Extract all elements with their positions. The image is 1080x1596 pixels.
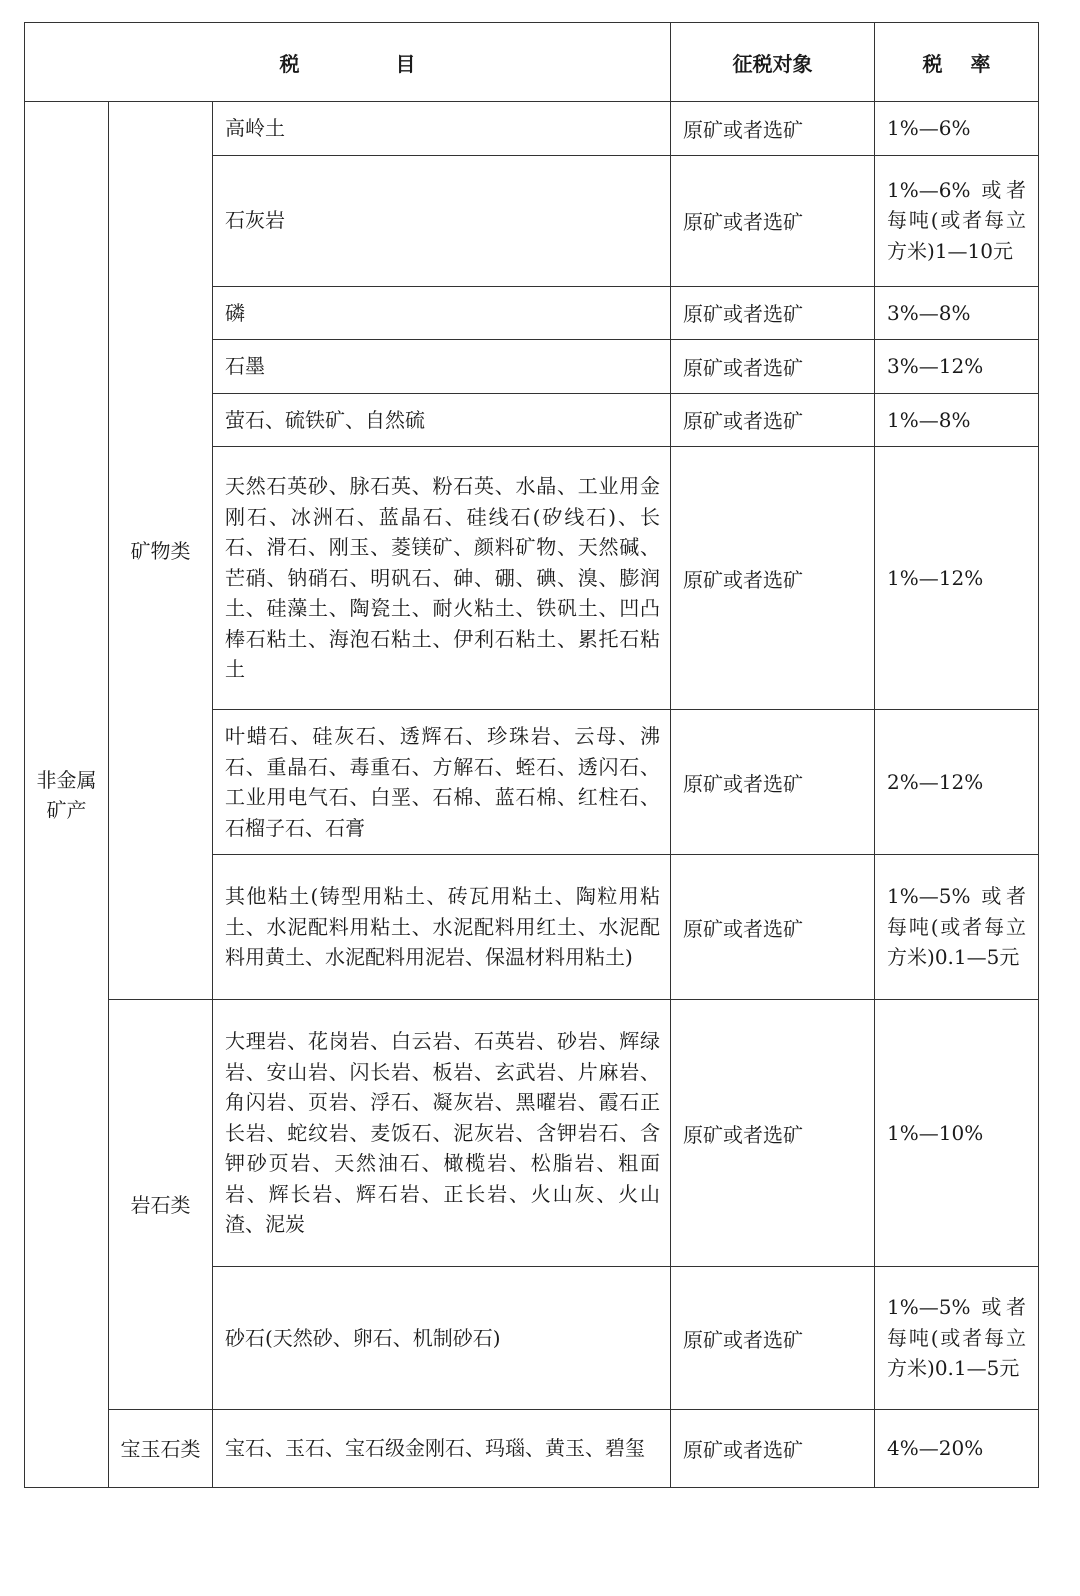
tax-rate: 1%—12% [875, 447, 1039, 710]
header-tax-rate [875, 23, 1039, 102]
tax-item: 砂石(天然砂、卵石、机制砂石) [213, 1267, 671, 1410]
tax-rate: 1%—10% [875, 1000, 1039, 1267]
tax-item: 宝石、玉石、宝石级金刚石、玛瑙、黄玉、碧玺 [213, 1410, 671, 1488]
tax-item: 石灰岩 [213, 155, 671, 286]
tax-object: 原矿或者选矿 [671, 447, 875, 710]
tax-rate: 1%—6% 或者每吨(或者每立方米)1—10元 [875, 155, 1039, 286]
tax-object: 原矿或者选矿 [671, 710, 875, 855]
header-tax-rate-char2: 率 [970, 51, 991, 76]
tax-rate: 3%—8% [875, 286, 1039, 340]
tax-item: 叶蜡石、硅灰石、透辉石、珍珠岩、云母、沸石、重晶石、毒重石、方解石、蛭石、透闪石、工业用电气石、白垩、石棉、蓝石棉、红柱石、石榴子石、石膏 [213, 710, 671, 855]
table-row [25, 1000, 1039, 1267]
tax-object: 原矿或者选矿 [671, 1410, 875, 1488]
tax-item: 磷 [213, 286, 671, 340]
category-nonmetal [25, 102, 109, 1488]
tax-object: 原矿或者选矿 [671, 286, 875, 340]
header-tax-item [25, 23, 671, 102]
table-row [25, 102, 1039, 156]
group-gems: 宝玉石类 [109, 1410, 213, 1488]
category-label-line2: 矿产 [46, 797, 87, 822]
resource-tax-table [24, 22, 1039, 1488]
tax-item: 其他粘土(铸型用粘土、砖瓦用粘土、陶粒用粘土、水泥配料用粘土、水泥配料用红土、水泥配料用黄土、水泥配料用泥岩、保温材料用粘土) [213, 855, 671, 1000]
header-row [25, 23, 1039, 102]
tax-rate: 4%—20% [875, 1410, 1039, 1488]
tax-object: 原矿或者选矿 [671, 1267, 875, 1410]
tax-object: 原矿或者选矿 [671, 855, 875, 1000]
tax-rate: 2%—12% [875, 710, 1039, 855]
tax-item: 天然石英砂、脉石英、粉石英、水晶、工业用金刚石、冰洲石、蓝晶石、硅线石(矽线石)、长石、滑石、刚玉、菱镁矿、颜料矿物、天然碱、芒硝、钠硝石、明矾石、砷、硼、碘、溴、膨润土、硅藻土、陶瓷土、耐火粘土、铁矾土、凹凸棒石粘土、海泡石粘土、伊利石粘土、累托石粘土 [213, 447, 671, 710]
tax-item: 大理岩、花岗岩、白云岩、石英岩、砂岩、辉绿岩、安山岩、闪长岩、板岩、玄武岩、片麻岩、角闪岩、页岩、浮石、凝灰岩、黑曜岩、霞石正长岩、蛇纹岩、麦饭石、泥灰岩、含钾岩石、含钾砂页岩、天然油石、橄榄岩、松脂岩、粗面岩、辉长岩、辉石岩、正长岩、火山灰、火山渣、泥炭 [213, 1000, 671, 1267]
tax-rate: 1%—6% [875, 102, 1039, 156]
tax-item: 萤石、硫铁矿、自然硫 [213, 393, 671, 447]
tax-rate: 1%—5% 或者每吨(或者每立方米)0.1—5元 [875, 1267, 1039, 1410]
header-tax-item-char2: 目 [395, 51, 416, 76]
tax-rate: 1%—5% 或者每吨(或者每立方米)0.1—5元 [875, 855, 1039, 1000]
tax-object: 原矿或者选矿 [671, 393, 875, 447]
tax-item: 石墨 [213, 340, 671, 394]
group-minerals: 矿物类 [109, 102, 213, 1000]
tax-rate: 3%—12% [875, 340, 1039, 394]
group-rocks: 岩石类 [109, 1000, 213, 1410]
header-tax-object: 征税对象 [671, 23, 875, 102]
tax-table-container [24, 22, 1038, 1488]
category-label-line1: 非金属 [36, 767, 97, 792]
tax-object: 原矿或者选矿 [671, 340, 875, 394]
table-row [25, 1410, 1039, 1488]
tax-object: 原矿或者选矿 [671, 1000, 875, 1267]
header-tax-item-char1: 税 [279, 51, 300, 76]
tax-object: 原矿或者选矿 [671, 102, 875, 156]
tax-object: 原矿或者选矿 [671, 155, 875, 286]
header-tax-rate-char1: 税 [922, 51, 943, 76]
tax-item: 高岭土 [213, 102, 671, 156]
tax-rate: 1%—8% [875, 393, 1039, 447]
